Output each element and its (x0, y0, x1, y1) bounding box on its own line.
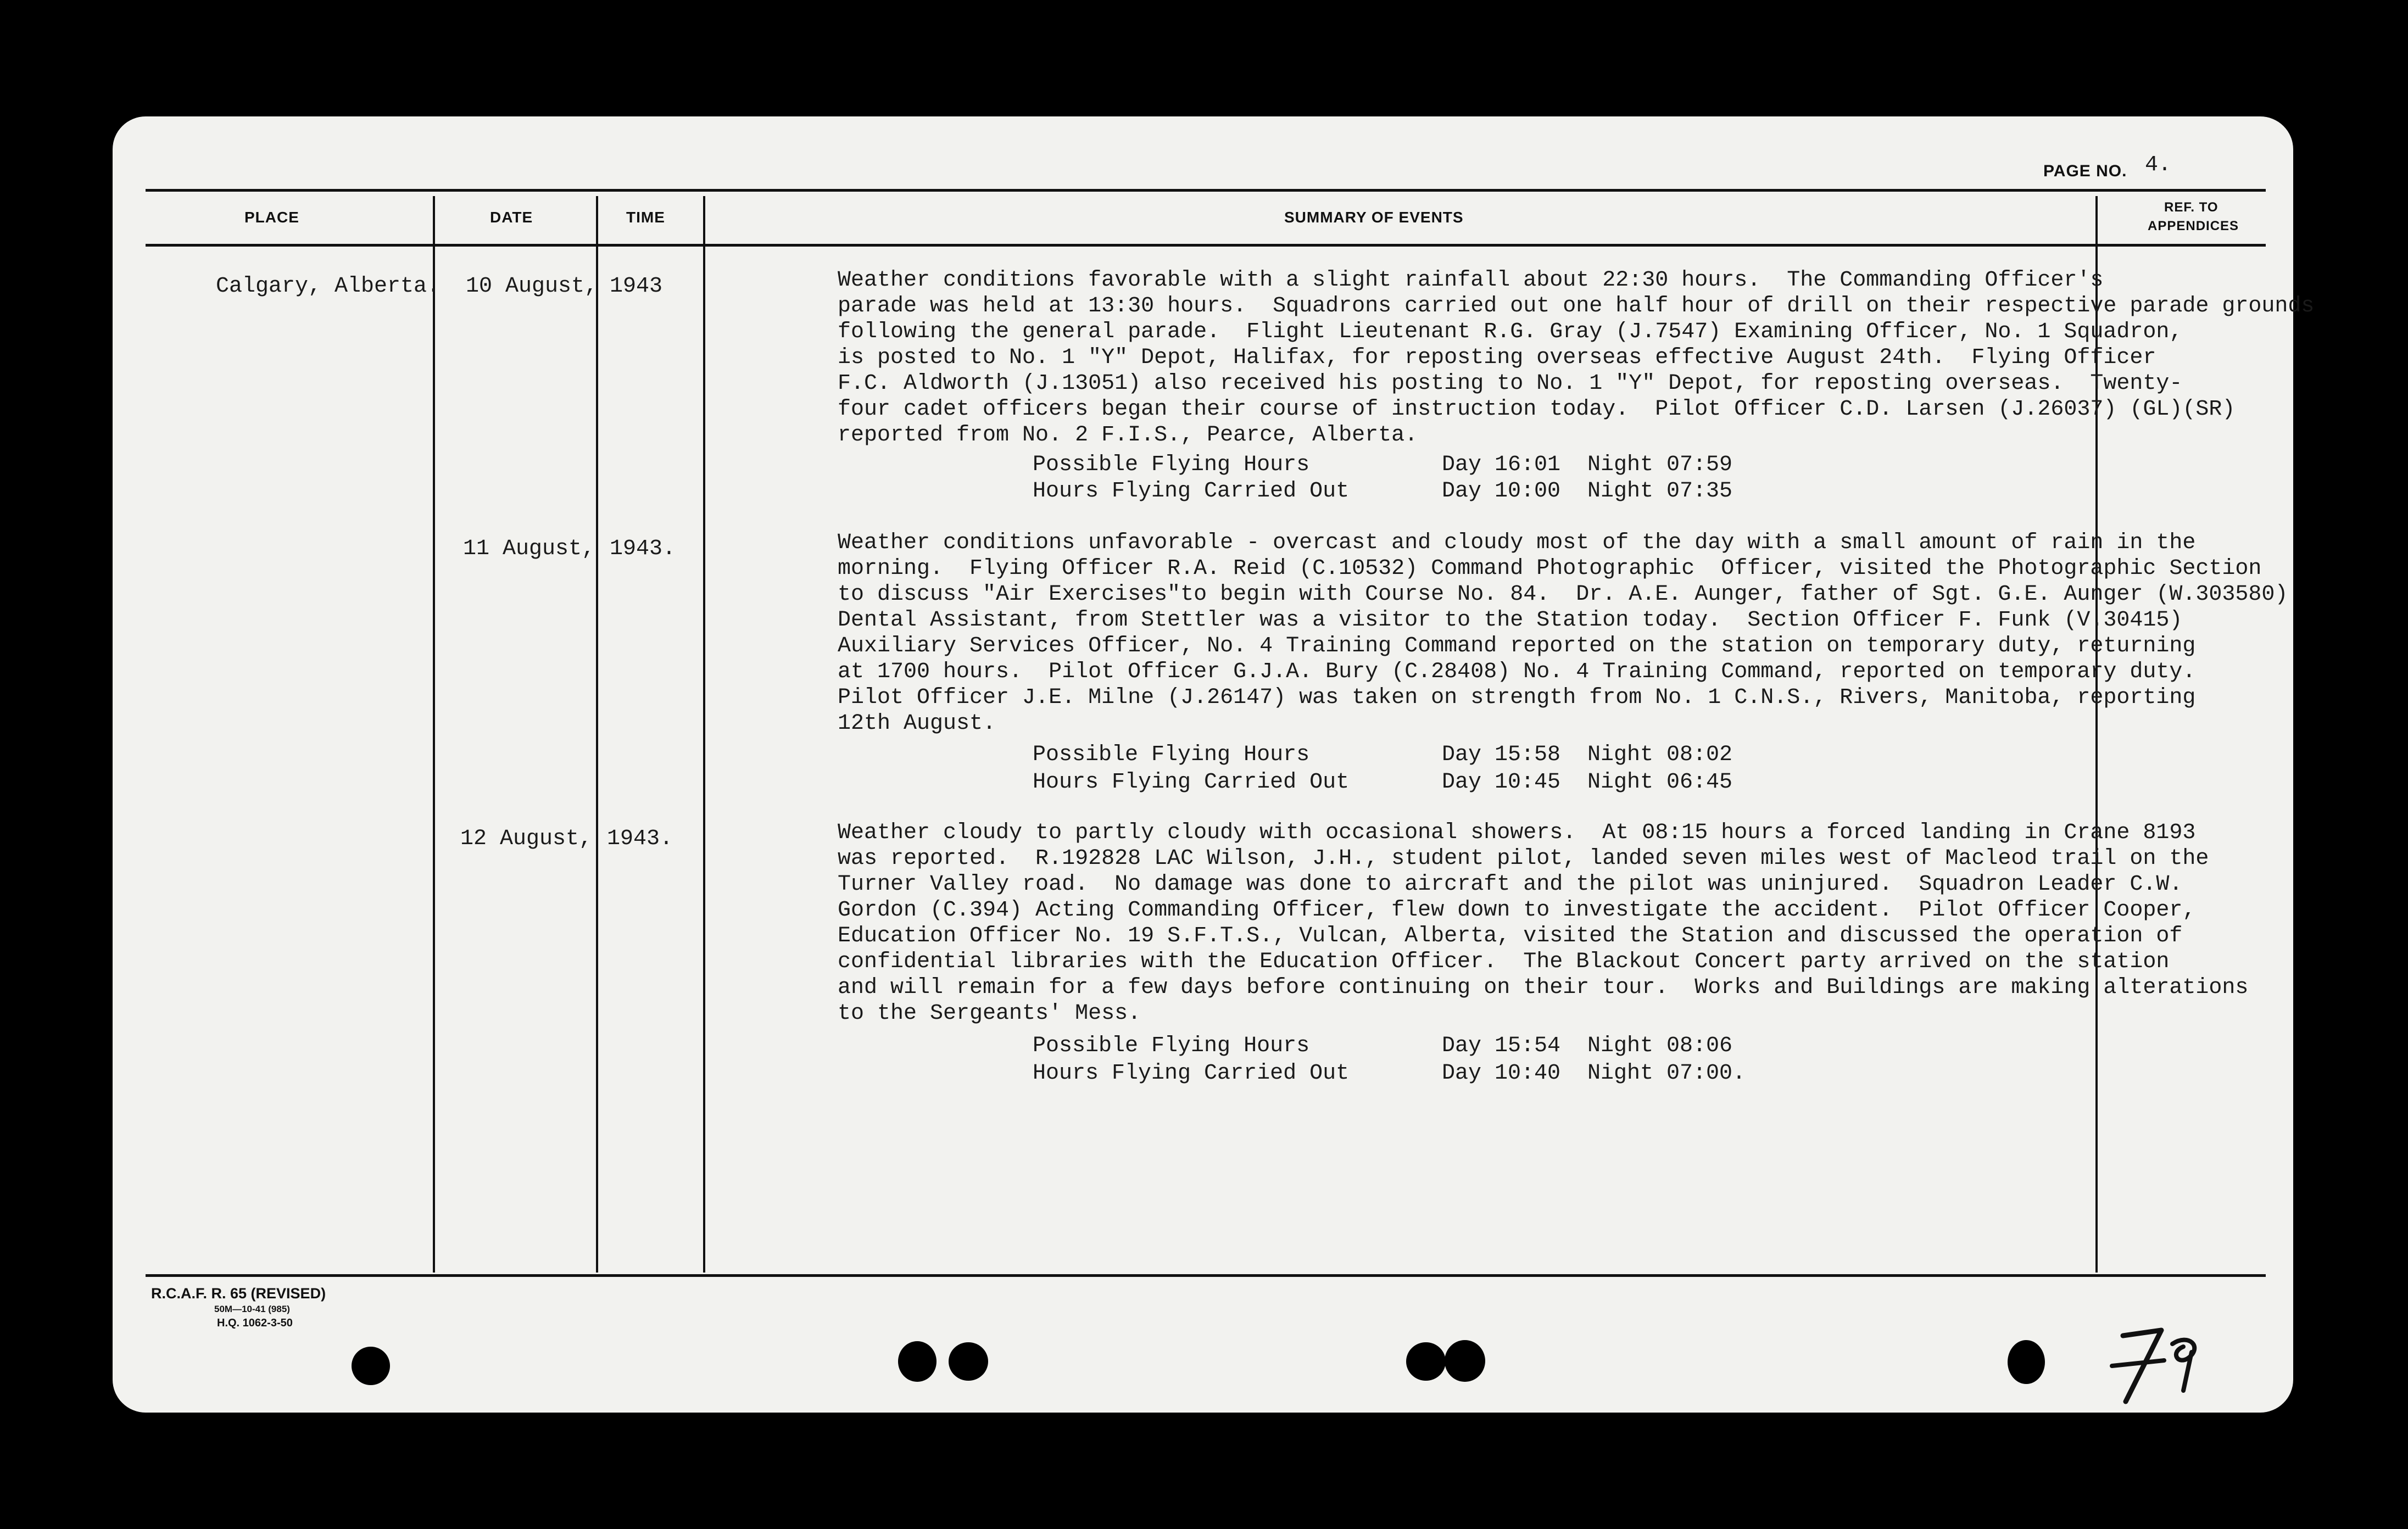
summary-line: F.C. Aldworth (J.13051) also received his posting to No. 1 "Y" Depot, for reposting overseas. Twenty- (838, 371, 2183, 396)
form-number: R.C.A.F. R. 65 (REVISED) (151, 1285, 326, 1302)
possible-hours-day: Day 15:54 (1442, 1034, 1561, 1058)
table-bottom-rule (146, 1274, 2266, 1277)
possible-hours-label: Possible Flying Hours (1033, 1034, 1310, 1058)
page-number-value: 4. (2145, 153, 2172, 177)
summary-line: Education Officer No. 19 S.F.T.S., Vulcan, Alberta, visited the Station and discussed the operation of (838, 924, 2183, 948)
column-header-date: DATE (490, 209, 533, 226)
summary-line: at 1700 hours. Pilot Officer G.J.A. Bury (C.28408) No. 4 Training Command, reported on temporary duty. (838, 660, 2196, 684)
possible-hours-label: Possible Flying Hours (1033, 453, 1310, 477)
column-header-time: TIME (626, 209, 665, 226)
summary-line: to the Sergeants' Mess. (838, 1001, 1141, 1026)
summary-line: and will remain for a few days before continuing on their tour. Works and Buildings are making alterations (838, 975, 2249, 1000)
diary-form-card (113, 116, 2315, 1413)
summary-line: reported from No. 2 F.I.S., Pearce, Alberta. (838, 423, 1418, 448)
binding-hole (1406, 1342, 1446, 1381)
summary-line: following the general parade. Flight Lieutenant R.G. Gray (J.7547) Examining Officer, No. 1 Squadron, (838, 320, 2183, 344)
column-header-ref-line2: APPENDICES (2148, 219, 2239, 233)
entry-summary (838, 267, 2315, 448)
column-divider-place-date (433, 196, 435, 1273)
carried-out-night: Night 07:00. (1587, 1061, 1746, 1086)
header-bottom-rule (146, 244, 2266, 247)
entry-time: 1943 (610, 274, 663, 299)
summary-line: Pilot Officer J.E. Milne (J.26147) was taken on strength from No. 1 C.N.S., Rivers, Manitoba, reporting (838, 685, 2196, 710)
entry-date: 12 August, (460, 827, 593, 851)
entry-summary (838, 820, 2249, 1026)
carried-out-night: Night 06:45 (1587, 770, 1733, 795)
summary-line: Weather cloudy to partly cloudy with occasional showers. At 08:15 hours a forced landing in Crane 8193 (838, 821, 2196, 845)
column-divider-date-time (596, 196, 598, 1273)
entry-date: 10 August, (466, 274, 598, 299)
summary-line: is posted to No. 1 "Y" Depot, Halifax, for reposting overseas effective August 24th. Flying Officer (838, 345, 2156, 370)
handwritten-folio-mark (2101, 1314, 2205, 1407)
possible-hours-label: Possible Flying Hours (1033, 743, 1310, 767)
summary-line: four cadet officers began their course of instruction today. Pilot Officer C.D. Larsen (J.26037) (GL)(SR) (838, 397, 2236, 422)
entry-summary (838, 530, 2288, 736)
column-divider-time-summary (703, 196, 705, 1273)
entry-time: 1943. (607, 827, 673, 851)
summary-line: was reported. R.192828 LAC Wilson, J.H., student pilot, landed seven miles west of Macleod trail on the (838, 846, 2209, 871)
summary-line: to discuss "Air Exercises"to begin with Course No. 84. Dr. A.E. Aunger, father of Sgt. G.E. Aunger (W.303580) (838, 582, 2288, 607)
page-number-label: PAGE NO. (2043, 162, 2127, 180)
summary-line: Dental Assistant, from Stettler was a visitor to the Station today. Section Officer F. Funk (V.30415) (838, 608, 2183, 633)
summary-line: 12th August. (838, 711, 996, 736)
binding-hole (2008, 1340, 2045, 1384)
carried-out-day: Day 10:40 (1442, 1061, 1561, 1086)
entry-place: Calgary, Alberta. (216, 274, 441, 299)
column-header-place: PLACE (244, 209, 299, 226)
carried-out-label: Hours Flying Carried Out (1033, 770, 1350, 795)
carried-out-night: Night 07:35 (1587, 479, 1733, 504)
summary-line: Auxiliary Services Officer, No. 4 Training Command reported on the station on temporary duty, returning (838, 634, 2196, 659)
summary-line: morning. Flying Officer R.A. Reid (C.10532) Command Photographic Officer, visited the Photographic Section (838, 556, 2262, 581)
possible-hours-day: Day 15:58 (1442, 743, 1561, 767)
carried-out-label: Hours Flying Carried Out (1033, 479, 1350, 504)
possible-hours-day: Day 16:01 (1442, 453, 1561, 477)
entry-date: 11 August, (463, 537, 595, 561)
form-hq-reference: H.Q. 1062-3-50 (217, 1317, 293, 1329)
binding-hole (352, 1347, 390, 1385)
binding-hole (898, 1341, 937, 1382)
carried-out-day: Day 10:00 (1442, 479, 1561, 504)
summary-line: parade was held at 13:30 hours. Squadrons carried out one half hour of drill on their respective parade grounds (838, 294, 2315, 319)
possible-hours-night: Night 08:06 (1587, 1034, 1733, 1058)
carried-out-label: Hours Flying Carried Out (1033, 1061, 1350, 1086)
summary-line: confidential libraries with the Education Officer. The Blackout Concert party arrived on the station (838, 950, 2170, 974)
possible-hours-night: Night 08:02 (1587, 743, 1733, 767)
summary-line: Weather conditions unfavorable - overcast and cloudy most of the day with a small amount of rain in the (838, 531, 2196, 555)
summary-line: Gordon (C.394) Acting Commanding Officer, flew down to investigate the accident. Pilot Officer Cooper, (838, 898, 2196, 923)
carried-out-day: Day 10:45 (1442, 770, 1561, 795)
entry-time: 1943. (610, 537, 676, 561)
column-header-ref-line1: REF. TO (2164, 200, 2219, 215)
column-header-summary: SUMMARY OF EVENTS (1284, 209, 1464, 226)
header-top-rule (146, 189, 2266, 192)
binding-hole (1445, 1340, 1485, 1382)
form-print-run: 50M—10-41 (985) (214, 1304, 290, 1314)
possible-hours-night: Night 07:59 (1587, 453, 1733, 477)
summary-line: Weather conditions favorable with a slight rainfall about 22:30 hours. The Commanding Officer's (838, 268, 2104, 293)
binding-hole (949, 1342, 988, 1381)
summary-line: Turner Valley road. No damage was done to aircraft and the pilot was uninjured. Squadron Leader C.W. (838, 872, 2183, 897)
